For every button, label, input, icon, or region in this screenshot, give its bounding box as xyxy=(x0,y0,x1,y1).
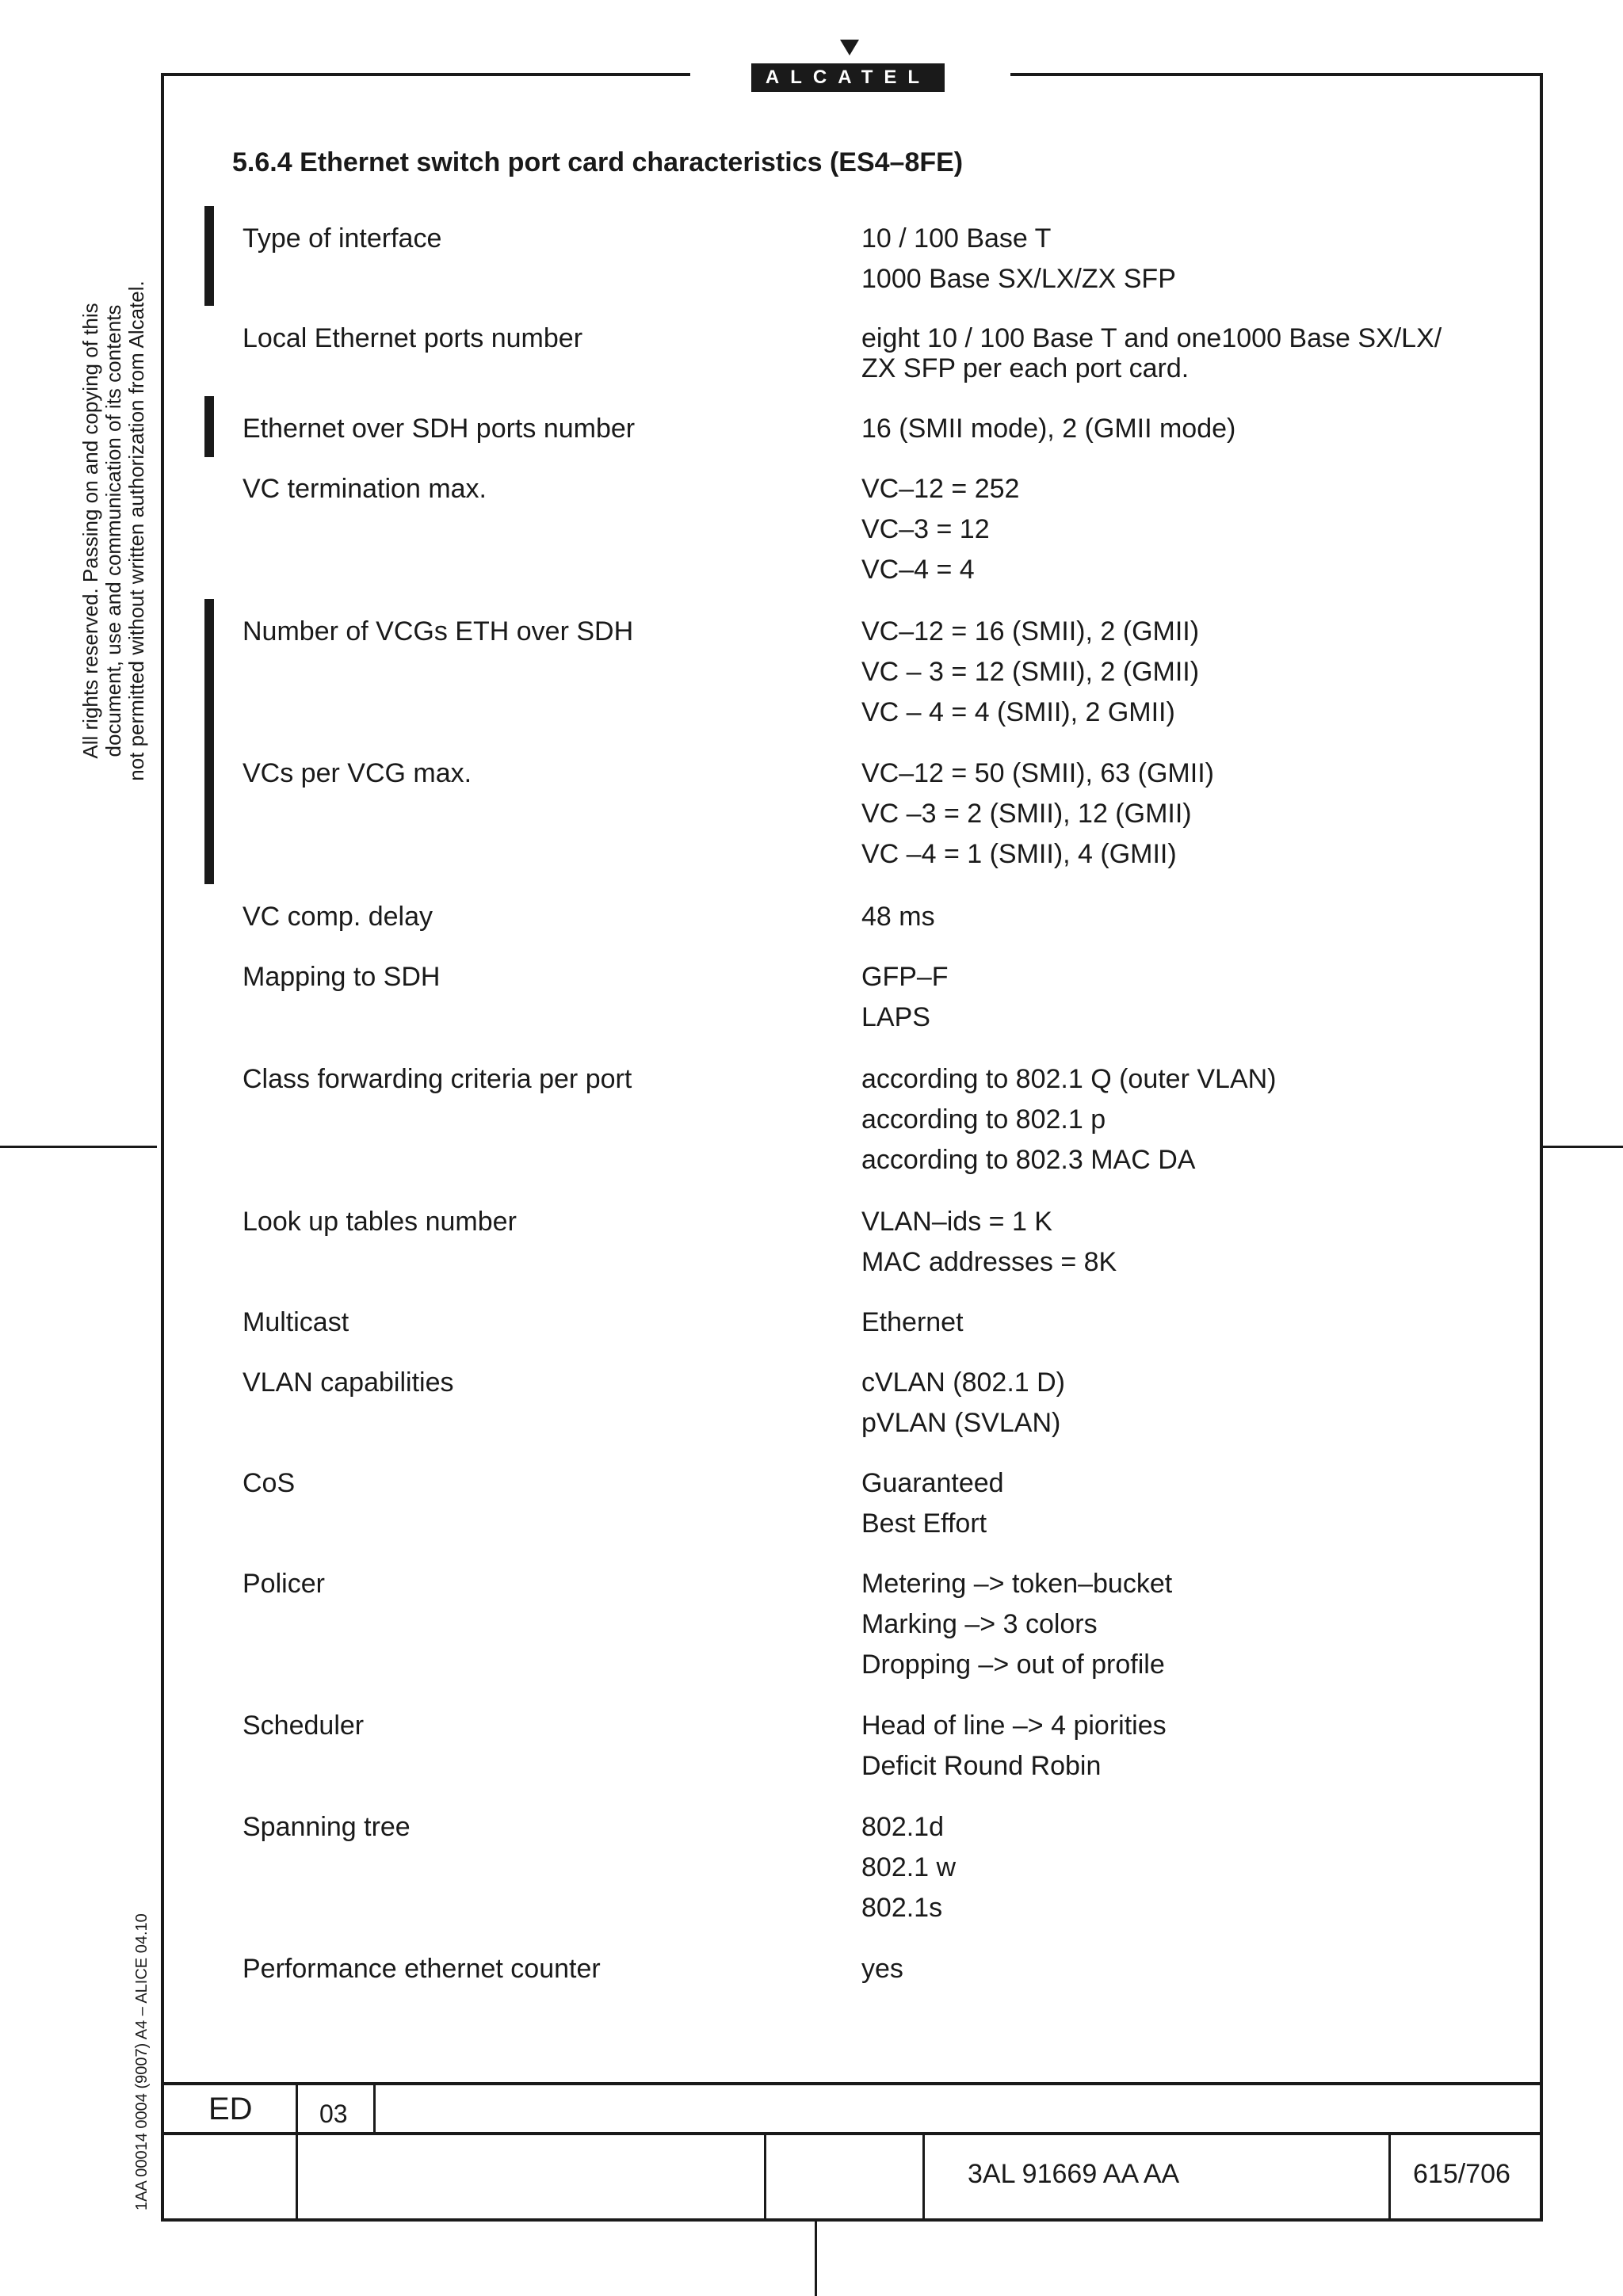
spec-label: Scheduler xyxy=(242,1711,365,1741)
change-bar xyxy=(204,599,214,884)
footer-rule xyxy=(161,2132,1543,2135)
spec-value: according to 802.1 Q (outer VLAN) xyxy=(861,1064,1277,1094)
fold-mark-right xyxy=(1543,1146,1623,1148)
spec-values xyxy=(861,1706,1527,1787)
spec-value: 802.1 w xyxy=(861,1852,957,1882)
spec-values xyxy=(861,1949,1527,1989)
spec-label: Ethernet over SDH ports number xyxy=(242,414,636,444)
spec-value: according to 802.1 p xyxy=(861,1104,1106,1135)
logo-triangle-icon xyxy=(840,40,859,55)
spec-value: ZX SFP per each port card. xyxy=(861,353,1190,383)
change-bar xyxy=(204,396,214,457)
spec-label: Spanning tree xyxy=(242,1812,411,1842)
spec-label: Type of interface xyxy=(242,223,442,254)
edition-label: ED xyxy=(208,2092,253,2126)
frame-left-border xyxy=(161,73,164,2222)
footer-divider xyxy=(296,2082,298,2222)
footer-rule xyxy=(161,2082,1543,2085)
spec-value: VC –3 = 2 (SMII), 12 (GMII) xyxy=(861,799,1192,829)
spec-label: VCs per VCG max. xyxy=(242,758,472,788)
footer-divider xyxy=(1388,2133,1391,2222)
copyright-line: All rights reserved. Passing on and copying of this xyxy=(78,303,102,759)
spec-value: VLAN–ids = 1 K xyxy=(861,1207,1052,1237)
frame-top-border-left xyxy=(161,73,690,76)
spec-label: VC comp. delay xyxy=(242,902,433,932)
footer-divider xyxy=(922,2133,925,2222)
spec-label: Look up tables number xyxy=(242,1207,517,1237)
spec-values xyxy=(861,323,1527,383)
spec-values xyxy=(861,1059,1527,1180)
section-heading: 5.6.4 Ethernet switch port card characteristics (ES4–8FE) xyxy=(232,147,964,177)
spec-value: pVLAN (SVLAN) xyxy=(861,1408,1061,1438)
spec-values xyxy=(861,1202,1527,1283)
spec-label: CoS xyxy=(242,1468,296,1498)
spec-value: 10 / 100 Base T xyxy=(861,223,1052,254)
spec-label: Class forwarding criteria per port xyxy=(242,1064,632,1094)
spec-value: eight 10 / 100 Base T and one1000 Base SX/LX/ xyxy=(861,323,1442,353)
spec-label: VC termination max. xyxy=(242,474,487,504)
spec-value: 16 (SMII mode), 2 (GMII mode) xyxy=(861,414,1236,444)
fold-mark-left xyxy=(0,1146,157,1148)
spec-values xyxy=(861,957,1527,1038)
spec-value: VC–4 = 4 xyxy=(861,555,975,585)
spec-values xyxy=(861,1564,1527,1685)
spec-label: Local Ethernet ports number xyxy=(242,323,583,353)
spec-value: Guaranteed xyxy=(861,1468,1004,1498)
footer-title-block xyxy=(161,2082,1543,2222)
spec-label: Mapping to SDH xyxy=(242,962,441,992)
spec-value: cVLAN (802.1 D) xyxy=(861,1367,1065,1398)
spec-values xyxy=(861,1363,1527,1444)
spec-value: Ethernet xyxy=(861,1307,964,1337)
copyright-line: document, use and communication of its contents xyxy=(101,304,125,757)
spec-value: 802.1d xyxy=(861,1812,944,1842)
spec-value: VC –4 = 1 (SMII), 4 (GMII) xyxy=(861,839,1177,869)
spec-values xyxy=(861,219,1527,299)
frame-top-border-right xyxy=(1010,73,1543,76)
spec-value: VC – 3 = 12 (SMII), 2 (GMII) xyxy=(861,657,1200,687)
spec-value: 802.1s xyxy=(861,1893,943,1923)
spec-value: Head of line –> 4 piorities xyxy=(861,1711,1167,1741)
edition-value: 03 xyxy=(319,2100,348,2128)
spec-value: Best Effort xyxy=(861,1508,987,1539)
spec-value: VC–12 = 50 (SMII), 63 (GMII) xyxy=(861,758,1214,788)
spec-value: Dropping –> out of profile xyxy=(861,1650,1165,1680)
spec-value: Marking –> 3 colors xyxy=(861,1609,1098,1639)
spec-value: yes xyxy=(861,1954,903,1984)
page-number: 615/706 xyxy=(1413,2159,1510,2189)
document-number: 3AL 91669 AA AA xyxy=(968,2159,1180,2189)
fold-mark-bottom xyxy=(815,2222,817,2296)
change-bar xyxy=(204,206,214,306)
spec-value: GFP–F xyxy=(861,962,949,992)
spec-value: MAC addresses = 8K xyxy=(861,1247,1117,1277)
spec-values xyxy=(861,469,1527,590)
spec-values xyxy=(861,409,1527,449)
logo-wordmark: ALCATEL xyxy=(751,63,945,92)
spec-value: VC–12 = 16 (SMII), 2 (GMII) xyxy=(861,616,1200,646)
footer-divider xyxy=(764,2133,766,2222)
spec-values xyxy=(861,612,1527,733)
spec-values xyxy=(861,1463,1527,1544)
spec-value: according to 802.3 MAC DA xyxy=(861,1145,1196,1175)
spec-label: Number of VCGs ETH over SDH xyxy=(242,616,634,646)
spec-label: Policer xyxy=(242,1569,325,1599)
spec-values xyxy=(861,1807,1527,1928)
copyright-notice xyxy=(79,261,148,800)
spec-value: VC – 4 = 4 (SMII), 2 GMII) xyxy=(861,697,1175,727)
spec-label: VLAN capabilities xyxy=(242,1367,454,1398)
spec-label: Performance ethernet counter xyxy=(242,1954,601,1984)
spec-label: Multicast xyxy=(242,1307,349,1337)
spec-value: 1000 Base SX/LX/ZX SFP xyxy=(861,264,1176,294)
footer-rule xyxy=(161,2218,1543,2222)
spec-values xyxy=(861,897,1527,937)
footer-divider xyxy=(373,2082,376,2133)
spec-value: LAPS xyxy=(861,1002,930,1032)
form-code: 1AA 00014 0004 (9007) A4 – ALICE 04.10 xyxy=(133,1913,151,2210)
spec-value: 48 ms xyxy=(861,902,935,932)
spec-values xyxy=(861,1302,1527,1343)
copyright-line: not permitted without written authorization from Alcatel. xyxy=(124,280,148,781)
spec-value: Metering –> token–bucket xyxy=(861,1569,1173,1599)
spec-value: VC–12 = 252 xyxy=(861,474,1020,504)
spec-value: Deficit Round Robin xyxy=(861,1751,1102,1781)
spec-values xyxy=(861,753,1527,875)
alcatel-logo xyxy=(751,40,945,95)
spec-value: VC–3 = 12 xyxy=(861,514,990,544)
